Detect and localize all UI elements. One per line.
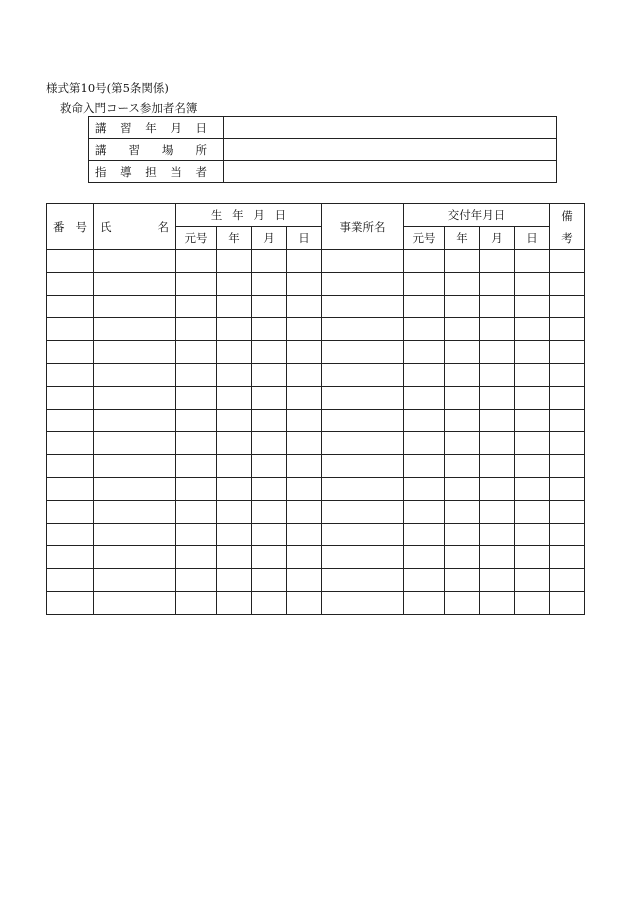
table-cell[interactable] — [176, 318, 217, 341]
table-cell[interactable] — [404, 341, 445, 364]
table-cell[interactable] — [550, 341, 585, 364]
table-cell[interactable] — [94, 546, 176, 569]
table-cell[interactable] — [550, 477, 585, 500]
header-dob-day: 日 — [287, 227, 322, 250]
table-cell[interactable] — [47, 409, 94, 432]
table-cell[interactable] — [176, 546, 217, 569]
table-cell[interactable] — [404, 477, 445, 500]
table-cell[interactable] — [550, 432, 585, 455]
table-cell[interactable] — [252, 432, 287, 455]
table-cell[interactable] — [480, 500, 515, 523]
table-cell[interactable] — [322, 318, 404, 341]
info-row-date — [89, 117, 557, 139]
table-cell[interactable] — [47, 591, 94, 614]
table-cell[interactable] — [217, 500, 252, 523]
header-issue-month: 月 — [480, 227, 515, 250]
table-cell[interactable] — [217, 546, 252, 569]
table-cell[interactable] — [480, 386, 515, 409]
table-cell[interactable] — [287, 432, 322, 455]
table-cell[interactable] — [94, 386, 176, 409]
table-row — [47, 455, 585, 478]
table-cell[interactable] — [252, 409, 287, 432]
table-cell[interactable] — [47, 272, 94, 295]
table-cell[interactable] — [515, 250, 550, 273]
table-cell[interactable] — [94, 477, 176, 500]
table-cell[interactable] — [217, 523, 252, 546]
table-cell[interactable] — [550, 546, 585, 569]
table-cell[interactable] — [176, 591, 217, 614]
table-row — [47, 477, 585, 500]
table-cell[interactable] — [515, 500, 550, 523]
table-cell[interactable] — [322, 432, 404, 455]
table-cell[interactable] — [515, 318, 550, 341]
table-cell[interactable] — [404, 455, 445, 478]
table-cell[interactable] — [47, 523, 94, 546]
table-cell[interactable] — [515, 455, 550, 478]
table-cell[interactable] — [404, 569, 445, 592]
table-cell[interactable] — [322, 341, 404, 364]
table-cell[interactable] — [217, 432, 252, 455]
table-cell[interactable] — [322, 409, 404, 432]
table-row — [47, 272, 585, 295]
table-cell[interactable] — [47, 432, 94, 455]
table-cell[interactable] — [480, 295, 515, 318]
table-cell[interactable] — [480, 523, 515, 546]
table-cell[interactable] — [252, 500, 287, 523]
info-label-date: 講 習 年 月 日 — [89, 117, 224, 139]
table-cell[interactable] — [550, 455, 585, 478]
header-dob-era: 元号 — [176, 227, 217, 250]
table-cell[interactable] — [445, 432, 480, 455]
table-cell[interactable] — [322, 523, 404, 546]
table-cell[interactable] — [550, 363, 585, 386]
table-cell[interactable] — [176, 295, 217, 318]
info-row-place — [89, 139, 557, 161]
table-cell[interactable] — [445, 295, 480, 318]
header-office-name: 事業所名 — [322, 204, 404, 250]
table-cell[interactable] — [252, 250, 287, 273]
table-cell[interactable] — [404, 409, 445, 432]
table-cell[interactable] — [47, 250, 94, 273]
table-cell[interactable] — [480, 546, 515, 569]
table-row — [47, 500, 585, 523]
table-cell[interactable] — [176, 341, 217, 364]
header-issue-date: 交付年月日 — [404, 204, 550, 227]
table-cell[interactable] — [404, 272, 445, 295]
table-cell[interactable] — [252, 386, 287, 409]
table-cell[interactable] — [94, 432, 176, 455]
table-cell[interactable] — [94, 523, 176, 546]
table-cell[interactable] — [322, 250, 404, 273]
table-cell[interactable] — [322, 569, 404, 592]
table-cell[interactable] — [322, 500, 404, 523]
table-cell[interactable] — [217, 295, 252, 318]
table-row — [47, 318, 585, 341]
table-cell[interactable] — [252, 569, 287, 592]
table-cell[interactable] — [480, 318, 515, 341]
table-cell[interactable] — [445, 272, 480, 295]
table-cell[interactable] — [515, 386, 550, 409]
table-row — [47, 523, 585, 546]
table-cell[interactable] — [176, 432, 217, 455]
table-cell[interactable] — [176, 569, 217, 592]
table-cell[interactable] — [404, 432, 445, 455]
header-remarks: 備 考 — [550, 204, 585, 250]
table-cell[interactable] — [445, 455, 480, 478]
table-cell[interactable] — [322, 386, 404, 409]
table-cell[interactable] — [550, 523, 585, 546]
table-cell[interactable] — [47, 569, 94, 592]
table-cell[interactable] — [176, 455, 217, 478]
header-number: 番 号 — [47, 204, 94, 250]
header-date-of-birth: 生 年 月 日 — [176, 204, 322, 227]
table-cell[interactable] — [480, 591, 515, 614]
table-row — [47, 432, 585, 455]
table-cell[interactable] — [94, 500, 176, 523]
table-cell[interactable] — [217, 386, 252, 409]
table-cell[interactable] — [47, 386, 94, 409]
table-cell[interactable] — [287, 318, 322, 341]
table-cell[interactable] — [445, 386, 480, 409]
table-cell[interactable] — [287, 363, 322, 386]
roster-body — [47, 250, 585, 615]
table-cell[interactable] — [515, 591, 550, 614]
table-cell[interactable] — [176, 272, 217, 295]
table-cell[interactable] — [94, 363, 176, 386]
table-cell[interactable] — [445, 546, 480, 569]
table-cell[interactable] — [252, 295, 287, 318]
table-cell[interactable] — [47, 477, 94, 500]
table-cell[interactable] — [94, 272, 176, 295]
header-issue-era: 元号 — [404, 227, 445, 250]
table-cell[interactable] — [287, 569, 322, 592]
table-row — [47, 591, 585, 614]
table-cell[interactable] — [94, 318, 176, 341]
header-issue-day: 日 — [515, 227, 550, 250]
table-cell[interactable] — [47, 500, 94, 523]
table-cell[interactable] — [322, 272, 404, 295]
table-cell[interactable] — [47, 318, 94, 341]
info-value-place[interactable] — [224, 139, 557, 161]
table-cell[interactable] — [515, 546, 550, 569]
table-cell[interactable] — [94, 569, 176, 592]
table-cell[interactable] — [322, 455, 404, 478]
table-cell[interactable] — [480, 432, 515, 455]
table-cell[interactable] — [47, 546, 94, 569]
table-cell[interactable] — [404, 500, 445, 523]
table-cell[interactable] — [287, 341, 322, 364]
table-cell[interactable] — [217, 569, 252, 592]
table-cell[interactable] — [445, 318, 480, 341]
table-cell[interactable] — [176, 250, 217, 273]
table-cell[interactable] — [404, 591, 445, 614]
table-row — [47, 363, 585, 386]
table-cell[interactable] — [252, 341, 287, 364]
document-title: 救命入門コース参加者名簿 — [60, 101, 198, 115]
table-cell[interactable] — [550, 591, 585, 614]
header-issue-year: 年 — [445, 227, 480, 250]
table-cell[interactable] — [217, 477, 252, 500]
table-cell[interactable] — [252, 477, 287, 500]
table-cell[interactable] — [47, 363, 94, 386]
table-cell[interactable] — [480, 272, 515, 295]
table-cell[interactable] — [445, 500, 480, 523]
info-value-date[interactable] — [224, 117, 557, 139]
info-row-instructor — [89, 161, 557, 183]
table-cell[interactable] — [94, 295, 176, 318]
table-cell[interactable] — [287, 500, 322, 523]
table-cell[interactable] — [515, 409, 550, 432]
table-cell[interactable] — [217, 591, 252, 614]
table-cell[interactable] — [480, 569, 515, 592]
table-cell[interactable] — [550, 500, 585, 523]
table-cell[interactable] — [515, 477, 550, 500]
header-dob-year: 年 — [217, 227, 252, 250]
table-cell[interactable] — [445, 341, 480, 364]
table-row — [47, 341, 585, 364]
table-cell[interactable] — [47, 341, 94, 364]
table-cell[interactable] — [94, 250, 176, 273]
table-cell[interactable] — [445, 569, 480, 592]
participant-roster-table — [46, 203, 585, 615]
table-cell[interactable] — [515, 569, 550, 592]
table-cell[interactable] — [217, 272, 252, 295]
header-dob-month: 月 — [252, 227, 287, 250]
table-cell[interactable] — [445, 477, 480, 500]
table-cell[interactable] — [515, 272, 550, 295]
table-cell[interactable] — [515, 432, 550, 455]
table-cell[interactable] — [287, 272, 322, 295]
table-cell[interactable] — [176, 477, 217, 500]
table-cell[interactable] — [287, 409, 322, 432]
table-cell[interactable] — [287, 546, 322, 569]
table-cell[interactable] — [445, 250, 480, 273]
table-cell[interactable] — [404, 250, 445, 273]
table-cell[interactable] — [445, 523, 480, 546]
course-info-table — [88, 116, 557, 183]
table-cell[interactable] — [322, 546, 404, 569]
table-cell[interactable] — [94, 341, 176, 364]
table-cell[interactable] — [515, 523, 550, 546]
table-cell[interactable] — [515, 363, 550, 386]
header-name: 氏 名 — [94, 204, 176, 250]
table-cell[interactable] — [550, 272, 585, 295]
table-cell[interactable] — [550, 386, 585, 409]
table-cell[interactable] — [47, 295, 94, 318]
info-label-instructor: 指 導 担 当 者 — [89, 161, 224, 183]
table-cell[interactable] — [550, 318, 585, 341]
table-cell[interactable] — [404, 523, 445, 546]
info-label-place: 講 習 場 所 — [89, 139, 224, 161]
table-cell[interactable] — [480, 363, 515, 386]
table-cell[interactable] — [217, 250, 252, 273]
table-cell[interactable] — [217, 318, 252, 341]
table-cell[interactable] — [287, 523, 322, 546]
table-cell[interactable] — [252, 455, 287, 478]
table-cell[interactable] — [404, 318, 445, 341]
table-cell[interactable] — [176, 523, 217, 546]
table-cell[interactable] — [404, 386, 445, 409]
table-row — [47, 250, 585, 273]
table-cell[interactable] — [217, 455, 252, 478]
table-cell[interactable] — [550, 569, 585, 592]
table-cell[interactable] — [480, 341, 515, 364]
table-cell[interactable] — [176, 386, 217, 409]
table-row — [47, 569, 585, 592]
table-cell[interactable] — [287, 591, 322, 614]
table-cell[interactable] — [480, 455, 515, 478]
table-cell[interactable] — [217, 341, 252, 364]
table-cell[interactable] — [287, 295, 322, 318]
table-cell[interactable] — [217, 409, 252, 432]
table-cell[interactable] — [252, 363, 287, 386]
table-cell[interactable] — [176, 500, 217, 523]
info-value-instructor[interactable] — [224, 161, 557, 183]
table-cell[interactable] — [322, 295, 404, 318]
table-cell[interactable] — [480, 409, 515, 432]
table-cell[interactable] — [445, 363, 480, 386]
table-cell[interactable] — [94, 455, 176, 478]
table-cell[interactable] — [550, 295, 585, 318]
table-cell[interactable] — [445, 409, 480, 432]
table-cell[interactable] — [252, 272, 287, 295]
table-cell[interactable] — [550, 409, 585, 432]
table-cell[interactable] — [515, 295, 550, 318]
table-cell[interactable] — [515, 341, 550, 364]
table-cell[interactable] — [404, 546, 445, 569]
table-cell[interactable] — [404, 295, 445, 318]
table-row — [47, 546, 585, 569]
table-cell[interactable] — [176, 363, 217, 386]
form-number: 様式第10号(第5条関係) — [46, 81, 169, 95]
table-cell[interactable] — [322, 363, 404, 386]
table-cell[interactable] — [550, 250, 585, 273]
table-row — [47, 409, 585, 432]
table-cell[interactable] — [322, 591, 404, 614]
table-cell[interactable] — [94, 409, 176, 432]
table-cell[interactable] — [287, 386, 322, 409]
table-cell[interactable] — [252, 591, 287, 614]
table-cell[interactable] — [480, 477, 515, 500]
table-cell[interactable] — [287, 455, 322, 478]
table-cell[interactable] — [252, 318, 287, 341]
table-cell[interactable] — [322, 477, 404, 500]
table-row — [47, 386, 585, 409]
table-cell[interactable] — [176, 409, 217, 432]
table-cell[interactable] — [445, 591, 480, 614]
table-cell[interactable] — [287, 477, 322, 500]
table-cell[interactable] — [252, 546, 287, 569]
table-cell[interactable] — [94, 591, 176, 614]
table-cell[interactable] — [47, 455, 94, 478]
table-row — [47, 295, 585, 318]
table-cell[interactable] — [252, 523, 287, 546]
table-cell[interactable] — [287, 250, 322, 273]
table-cell[interactable] — [404, 363, 445, 386]
table-cell[interactable] — [217, 363, 252, 386]
table-cell[interactable] — [480, 250, 515, 273]
